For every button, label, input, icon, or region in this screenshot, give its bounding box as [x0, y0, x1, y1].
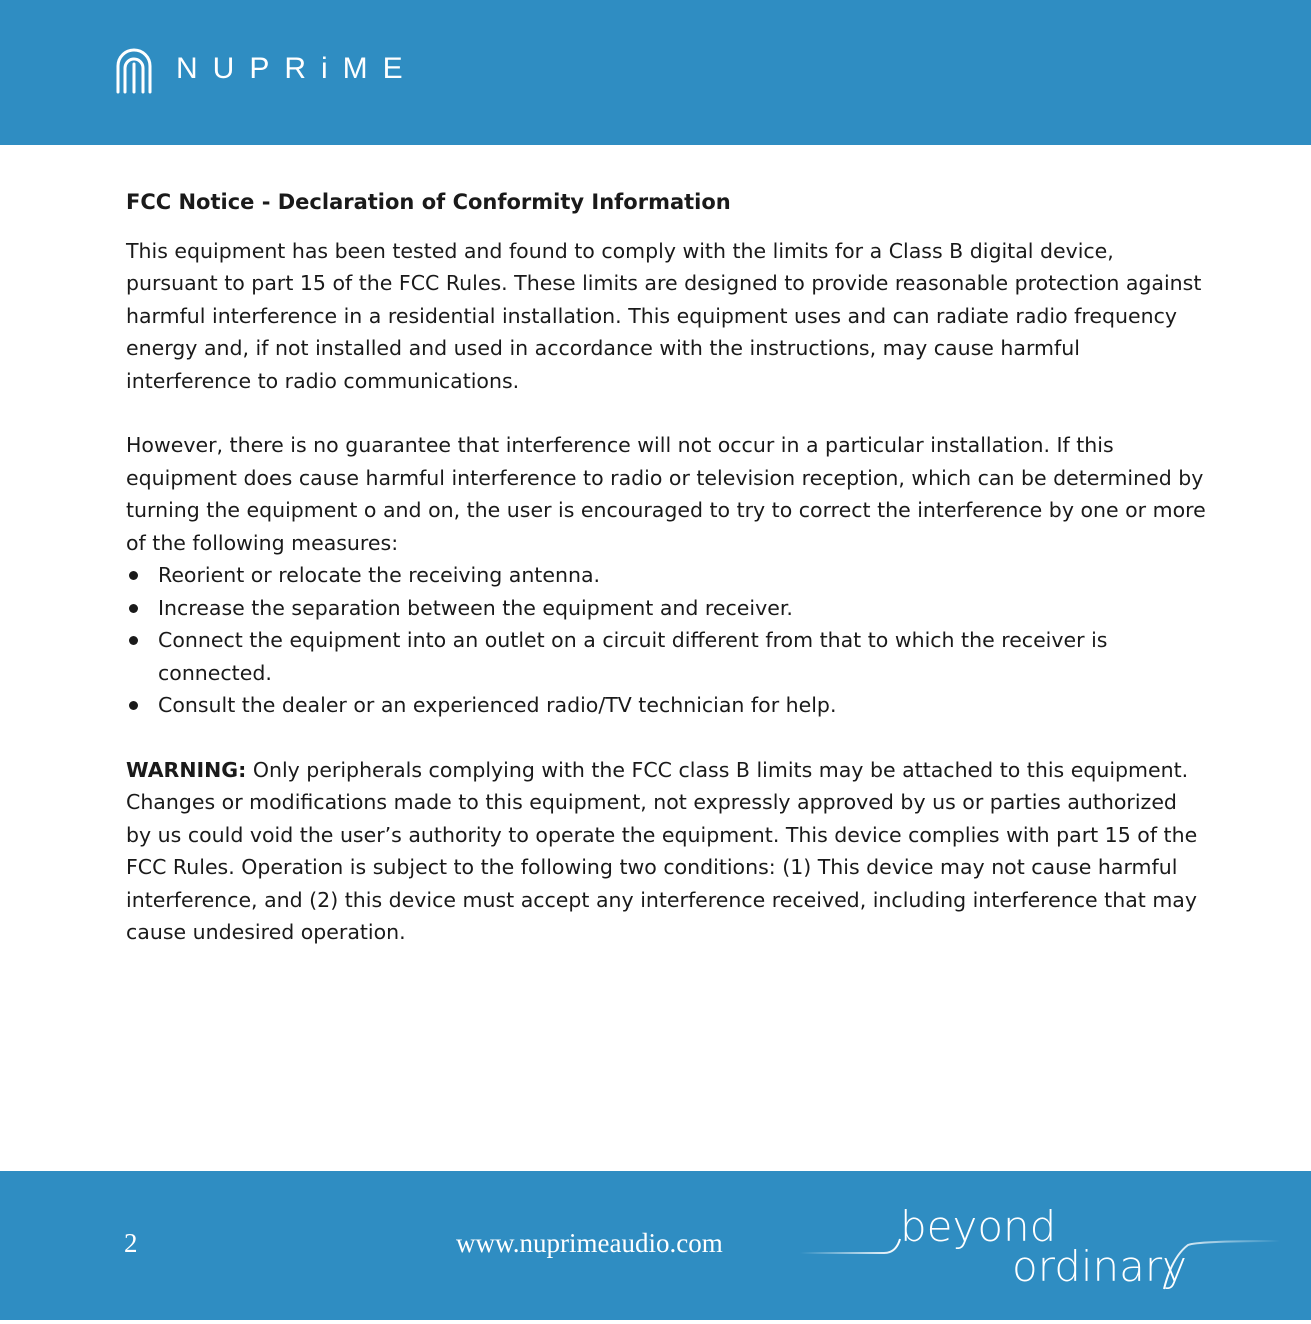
list-item: Increase the separation between the equipment and receiver. [126, 592, 1206, 625]
warning-text: Only peripherals complying with the FCC class B limits may be attached to this equipment. [246, 757, 1189, 782]
tagline-logo [800, 1191, 1290, 1311]
measures-list [126, 559, 1206, 722]
nuprime-emblem-icon [112, 44, 156, 94]
warning-label: WARNING: [126, 757, 247, 782]
list-item: Consult the dealer or an experienced radio/TV technician for help. [126, 689, 1206, 722]
page-header [0, 0, 1311, 145]
notice-title: FCC Notice - Declaration of Conformity Information [126, 190, 731, 214]
tagline-bottom: ordinary [1012, 1242, 1188, 1291]
brand-logo [112, 44, 418, 94]
paragraph-guarantee: However, there is no guarantee that interference will not occur in a particular installation. If this equipment does cause harmful interference to radio or television reception, which can be determined by turning the equipment o and on, the user is encouraged to try to correct the interference by one or more of the following measures: [126, 433, 1206, 555]
fcc-notice [126, 186, 1206, 949]
list-item: Connect the equipment into an outlet on a circuit different from that to which the receiver is connected. [126, 624, 1206, 689]
brand-name: NUPRiME [176, 52, 418, 85]
page-number: 2 [124, 1228, 138, 1258]
paragraph-modifications: Changes or modifications made to this equipment, not expressly approved by us or parties authorized by us could void the user’s authority to operate the equipment. This device complies with part 15 of the FCC Rules. Operation is subject to the following two conditions: (1) This device may not cause harmful interference, and (2) this device must accept any interference received, including interference that may cause undesired operation. [126, 790, 1198, 944]
tagline-top: beyond [900, 1202, 1057, 1251]
page-footer [0, 1171, 1311, 1320]
warning-paragraph [126, 754, 1206, 787]
list-item: Reorient or relocate the receiving antenna. [126, 559, 1206, 592]
website-url[interactable]: www.nuprimeaudio.com [456, 1228, 723, 1258]
paragraph-compliance: This equipment has been tested and found to comply with the limits for a Class B digital device, pursuant to part 15 of the FCC Rules. These limits are designed to provide reasonable protection against harmful interference in a residential installation. This equipment uses and can radiate radio frequency energy and, if not installed and used in accordance with the instructions, may cause harmful interference to radio communications. [126, 238, 1202, 393]
